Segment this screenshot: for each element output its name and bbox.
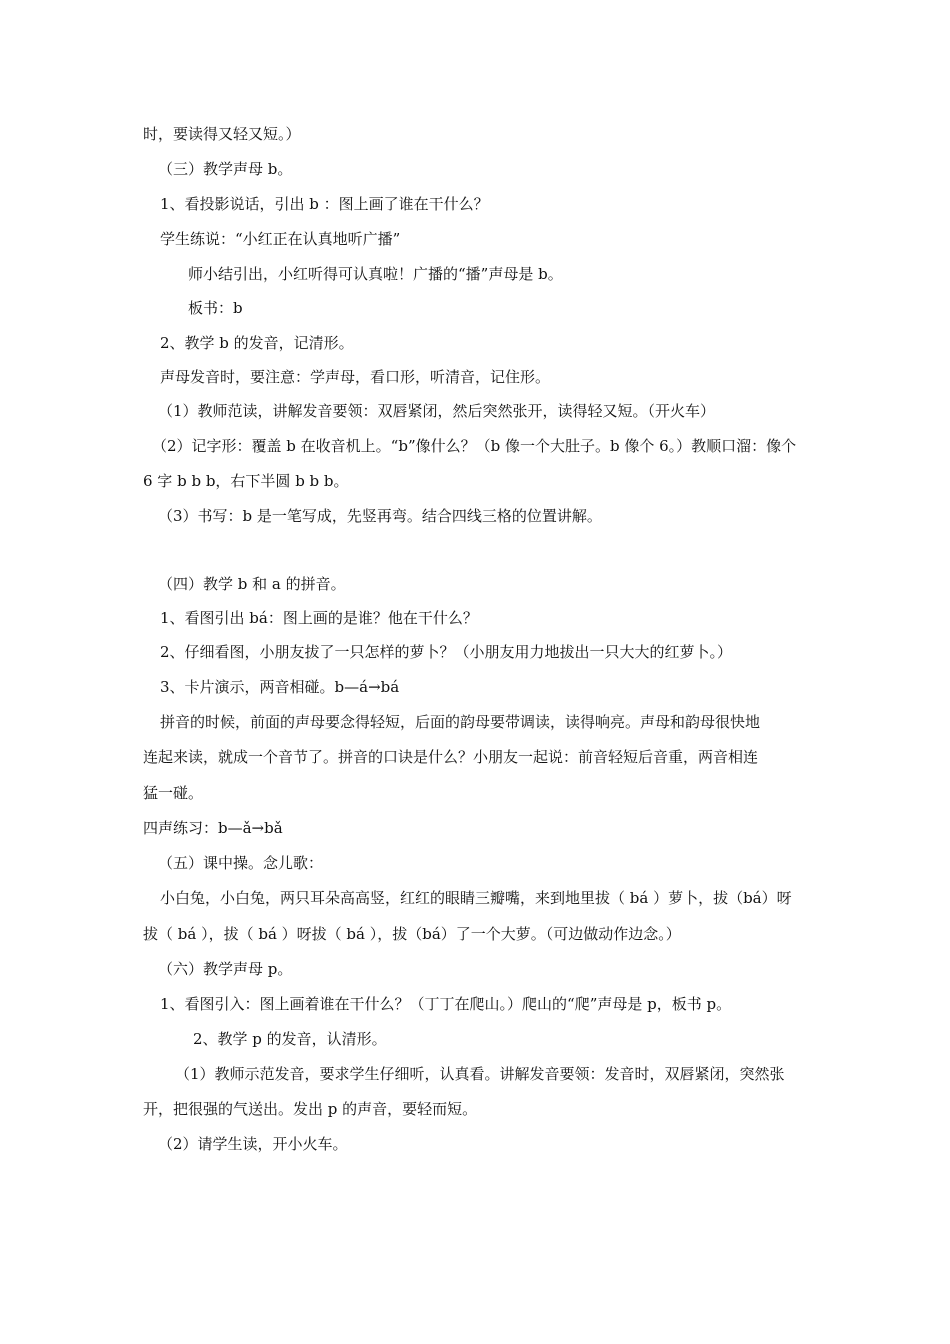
text-line: 四声练习：b—ǎ→bǎ [143, 819, 283, 837]
text-line: 师小结引出，小红听得可认真啦！广播的“播”声母是 b。 [188, 265, 563, 283]
section-heading: （三）教学声母 b。 [158, 160, 293, 178]
text-line: 拼音的时候，前面的声母要念得轻短，后面的韵母要带调读，读得响亮。声母和韵母很快地 [160, 713, 761, 731]
text-line: 板书：b [188, 299, 243, 317]
text-line: （2）记字形：覆盖 b 在收音机上。“b”像什么？（b 像一个大肚子。b 像个 6。）教顺口溜：像个 [152, 437, 797, 455]
text-line: 2、仔细看图，小朋友拔了一只怎样的萝卜？（小朋友用力地拔出一只大大的红萝卜。） [160, 643, 733, 661]
text-line: （3）书写：b 是一笔写成，先竖再弯。结合四线三格的位置讲解。 [158, 507, 602, 525]
section-heading: （四）教学 b 和 a 的拼音。 [158, 575, 346, 593]
text-line: 3、卡片演示，两音相碰。b—á→bá [160, 678, 400, 696]
text-line: （1）教师示范发音，要求学生仔细听，认真看。讲解发音要领：发音时，双唇紧闭，突然张 [175, 1065, 785, 1083]
text-line: 2、教学 b 的发音，记清形。 [160, 334, 354, 352]
text-line: （2）请学生读，开小火车。 [158, 1135, 348, 1153]
text-line: 猛一碰。 [143, 784, 204, 802]
text-line: 小白兔，小白兔，两只耳朵高高竖，红红的眼睛三瓣嘴，来到地里拔（ bá ）萝卜，拔（bá）呀 [160, 889, 792, 907]
text-line: 声母发音时，要注意：学声母，看口形，听清音，记住形。 [160, 368, 551, 386]
text-line: 开，把很强的气送出。发出 p 的声音，要轻而短。 [143, 1100, 478, 1118]
text-line: 1、看图引入：图上画着谁在干什么？（丁丁在爬山。）爬山的“爬”声母是 p，板书 p。 [160, 995, 732, 1013]
text-line: （1）教师范读，讲解发音要领：双唇紧闭，然后突然张开，读得轻又短。（开火车） [158, 402, 716, 420]
section-heading: （六）教学声母 p。 [158, 960, 293, 978]
text-line: 1、看图引出 bá：图上画的是谁？他在干什么？ [160, 609, 478, 627]
section-heading: （五）课中操。念儿歌： [158, 854, 324, 872]
text-line: 连起来读，就成一个音节了。拼音的口诀是什么？小朋友一起说：前音轻短后音重，两音相连 [143, 748, 759, 766]
text-line: 2、教学 p 的发音，认清形。 [193, 1030, 387, 1048]
text-line: 拔（ bá ），拔（ bá ）呀拔（ bá ），拔（bá）了一个大萝。（可边做动作边念。） [143, 925, 681, 943]
text-line: 6 字 b b b，右下半圆 b b b。 [143, 472, 349, 490]
text-line: 1、看投影说话，引出 b ：图上画了谁在干什么？ [160, 195, 489, 213]
text-line: 时，要读得又轻又短。） [143, 125, 301, 143]
text-line: 学生练说：“小红正在认真地听广播” [160, 230, 401, 248]
